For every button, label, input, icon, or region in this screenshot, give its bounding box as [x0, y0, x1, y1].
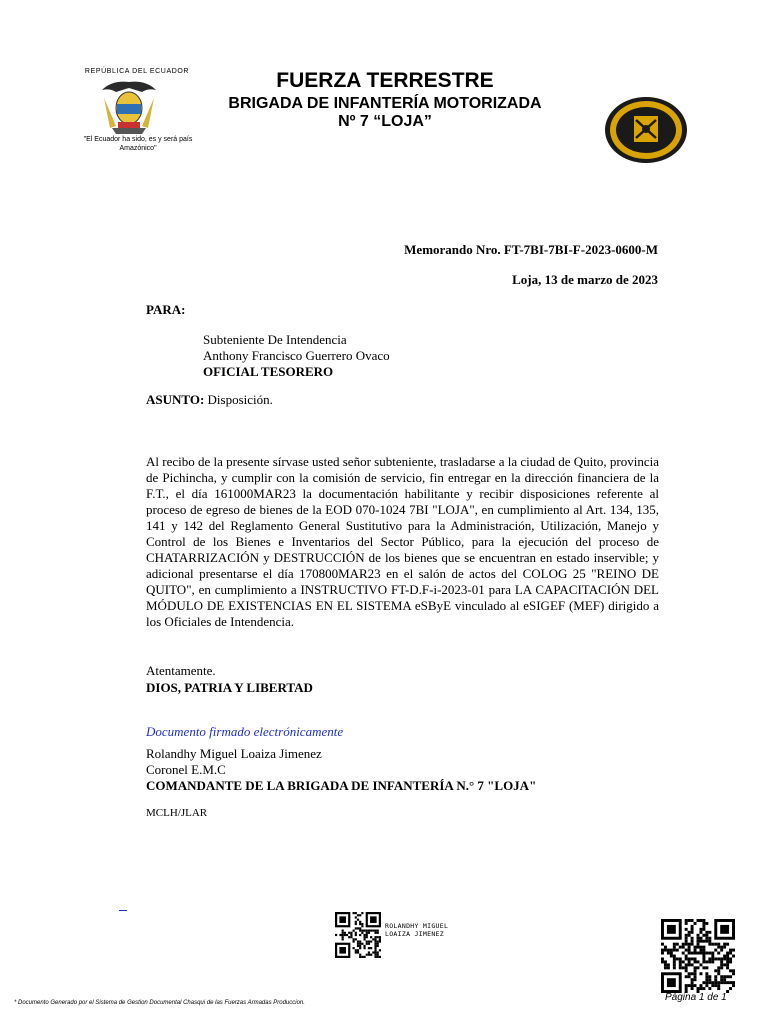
brigade-badge-icon: [604, 96, 688, 164]
coat-of-arms-icon: [98, 78, 160, 136]
closing-greeting: Atentamente.: [146, 663, 216, 678]
header-title: FUERZA TERRESTRE: [276, 69, 494, 92]
signer-block: [146, 746, 536, 794]
document-qr-icon: [660, 919, 736, 993]
signature-name-line1: ROLANDHY MIGUEL: [385, 922, 449, 930]
to-label: PARA:: [146, 302, 186, 317]
page-number: Página 1 de 1: [665, 992, 727, 1003]
signer-name: Rolandhy Miguel Loaiza Jimenez: [146, 746, 322, 761]
subject-line: [146, 392, 273, 408]
footer-note: * Documento Generado por el Sistema de Gestion Documental Chasqui de las Fuerzas Armadas Produccion.: [14, 1000, 305, 1006]
link-mark: [119, 910, 127, 911]
memo-body: Al recibo de la presente sírvase usted señor subteniente, trasladarse a la ciudad de Quito, provincia de Pichincha, y cumplir con la comisión de servicio, fin entregar en la dirección financiera de la F.T., el día 161000MAR23 la documentación habilitante y recibir disposiciones referente al proceso de egreso de bienes de la EOD 070-1024 7BI "LOJA", en cumplimiento al Art. 134, 135, 141 y 142 del Reglamento General Sustitutivo para la Administración, Utilización, Manejo y Control de los Bienes e Inventarios del Sector Público, para la ejecución del proceso de CHATARRIZACIÓN y DESTRUCCIÓN de los bienes que se encuentran en estado inservible; y adicional presentarse el día 170800MAR23 en el salón de actos del COLOG 25 "REINO DE QUITO", en cumplimiento a INSTRUCTIVO FT-D.F-i-2023-01 para LA CAPACITACIÓN DEL MÓDULO DE EXISTENCIAS EN EL SISTEMA eSByE vinculado al eSIGEF (MEF) dirigido a los Oficiales de Intendencia.: [146, 454, 659, 629]
signer-rank: Coronel E.M.C: [146, 762, 226, 777]
memo-date: Loja, 13 de marzo de 2023: [512, 272, 658, 287]
closing-block: [146, 662, 313, 696]
signature-name: [385, 922, 448, 938]
subject-text: Disposición.: [204, 392, 273, 407]
motto: "El Ecuador ha sido, es y será país Amazónico": [83, 136, 193, 152]
recipient-rank: Subteniente De Intendencia: [203, 332, 347, 347]
memo-number: Memorando Nro. FT-7BI-7BI-F-2023-0600-M: [404, 242, 658, 257]
recipient-block: [203, 332, 390, 380]
closing-motto: DIOS, PATRIA Y LIBERTAD: [146, 680, 313, 695]
republic-label: REPÚBLICA DEL ECUADOR: [84, 68, 190, 75]
header-unit: Nº 7 “LOJA”: [338, 113, 432, 130]
signer-title: COMANDANTE DE LA BRIGADA DE INFANTERÍA N.° 7 "LOJA": [146, 778, 537, 793]
header-subtitle: BRIGADA DE INFANTERÍA MOTORIZADA: [228, 95, 542, 112]
signature-name-line2: LOAIZA JIMENEZ: [385, 930, 444, 938]
recipient-position: OFICIAL TESORERO: [203, 364, 334, 379]
subject-label: ASUNTO:: [146, 392, 205, 407]
signed-note: Documento firmado electrónicamente: [146, 724, 344, 739]
signature-qr-icon: [334, 912, 382, 958]
initials: MCLH/JLAR: [146, 807, 208, 819]
recipient-name: Anthony Francisco Guerrero Ovaco: [203, 348, 390, 363]
